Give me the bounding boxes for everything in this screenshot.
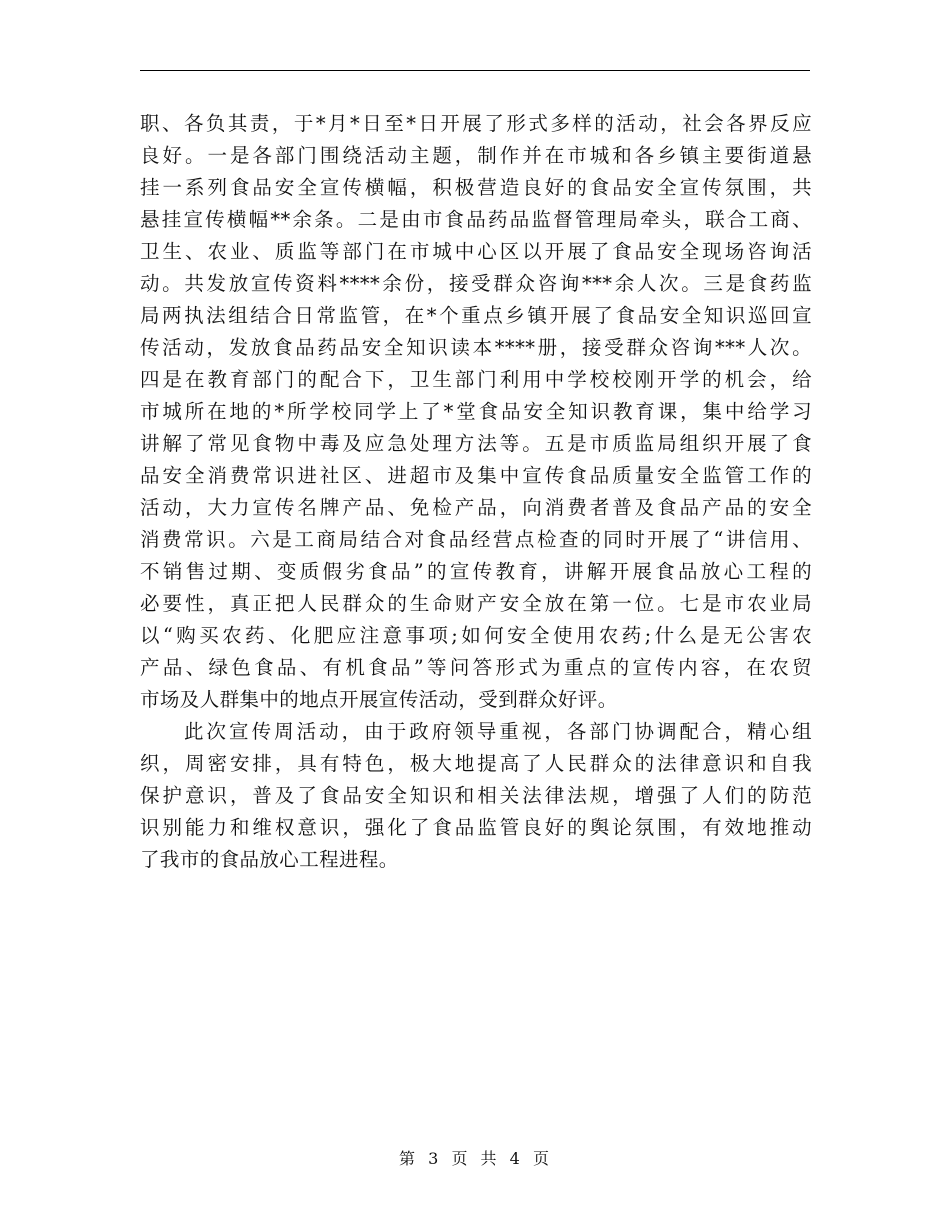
text-line: 以“购买农药、化肥应注意事项;如何安全使用农药;什么是无公害农	[140, 624, 812, 647]
document-body	[140, 108, 812, 876]
footer-total-word: 共	[480, 1149, 499, 1168]
text-line: 此次宣传周活动，由于政府领导重视，各部门协调配合，精心组	[184, 720, 812, 743]
text-line: 悬挂宣传横幅**余条。二是由市食品药品监督管理局牵头，联合工商、	[140, 208, 812, 231]
page-footer	[0, 1146, 950, 1169]
text-line: 卫生、农业、质监等部门在市城中心区以开展了食品安全现场咨询活	[140, 240, 812, 263]
text-line: 局两执法组结合日常监管，在*个重点乡镇开展了食品安全知识巡回宣	[140, 304, 812, 327]
text-line: 挂一系列食品安全宣传横幅，积极营造良好的食品安全宣传氛围，共	[140, 176, 812, 199]
footer-prefix: 第	[399, 1149, 418, 1168]
text-line: 不销售过期、变质假劣食品”的宣传教育，讲解开展食品放心工程的	[140, 560, 812, 583]
text-line: 必要性，真正把人民群众的生命财产安全放在第一位。七是市农业局	[140, 592, 812, 615]
page-number: 3	[428, 1149, 441, 1168]
text-line: 产品、绿色食品、有机食品”等问答形式为重点的宣传内容，在农贸	[140, 656, 812, 679]
text-line: 动。共发放宣传资料****余份，接受群众咨询***余人次。三是食药监	[140, 272, 812, 295]
paragraph-2	[140, 716, 812, 876]
text-line: 市城所在地的*所学校同学上了*堂食品安全知识教育课，集中给学习	[140, 400, 812, 423]
text-line: 保护意识，普及了食品安全知识和相关法律法规，增强了人们的防范	[140, 784, 812, 807]
text-line: 活动，大力宣传名牌产品、免检产品，向消费者普及食品产品的安全	[140, 496, 812, 519]
text-line: 四是在教育部门的配合下，卫生部门利用中学校校刚开学的机会，给	[140, 368, 812, 391]
text-line: 了我市的食品放心工程进程。	[140, 848, 399, 871]
text-line: 讲解了常见食物中毒及应急处理方法等。五是市质监局组织开展了食	[140, 432, 812, 455]
header-rule	[140, 70, 810, 71]
text-line: 品安全消费常识进社区、进超市及集中宣传食品质量安全监管工作的	[140, 464, 812, 487]
text-line: 传活动，发放食品药品安全知识读本****册，接受群众咨询***人次。	[140, 336, 812, 359]
text-line: 识别能力和维权意识，强化了食品监管良好的舆论氛围，有效地推动	[140, 816, 812, 839]
text-line: 职、各负其责，于*月*日至*日开展了形式多样的活动，社会各界反应	[140, 112, 812, 135]
text-line: 市场及人群集中的地点开展宣传活动，受到群众好评。	[140, 688, 618, 711]
paragraph-1	[140, 108, 812, 716]
total-pages: 4	[509, 1149, 522, 1168]
text-line: 织，周密安排，具有特色，极大地提高了人民群众的法律意识和自我	[140, 752, 812, 775]
footer-suffix: 页	[532, 1149, 551, 1168]
text-line: 消费常识。六是工商局结合对食品经营点检查的同时开展了“讲信用、	[140, 528, 812, 551]
footer-page-word: 页	[451, 1149, 470, 1168]
text-line: 良好。一是各部门围绕活动主题，制作并在市城和各乡镇主要街道悬	[140, 144, 812, 167]
